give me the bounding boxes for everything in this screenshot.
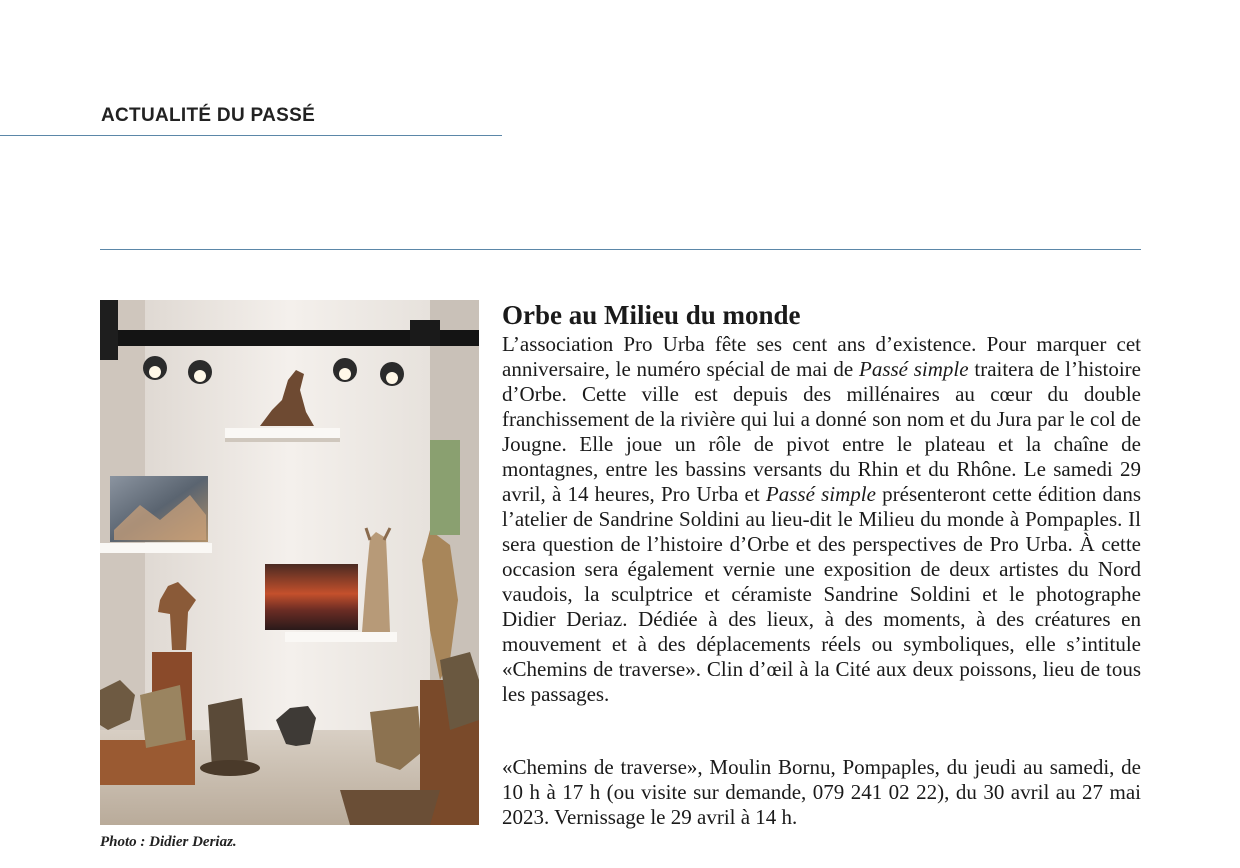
publication-title: Passé simple <box>859 357 969 381</box>
article-body <box>502 332 1141 707</box>
article-title: Orbe au Milieu du monde <box>502 300 801 330</box>
header-rule <box>0 135 502 136</box>
section-label: ACTUALITÉ DU PASSÉ <box>101 105 316 126</box>
body-text-part-2: traitera de l’histoire d’Orbe. Cette ville est depuis des millénaires au cœur du double franchissement de la rivière qui lui a donné son nom et du Jura par le col de Jougne. Elle joue un rôle de pivot entre le plateau et la chaîne de montagnes, entre les bassins versants du Rhin et du Rhône. Le samedi 29 avril, à 14 heures, Pro Urba et <box>502 357 1141 506</box>
body-text-part-3: présenteront cette édition dans l’atelier de Sandrine Soldini au lieu-dit le Milieu du monde à Pompaples. Il sera question de l’histoire d’Orbe et des perspectives de Pro Urba. À cette occasion sera également vernie une exposition de deux artistes du Nord vaudois, la sculptrice et céramiste Sandrine Soldini et le photographe Didier Deriaz. Dédiée à des lieux, à des moments, à des créatures en mouvement et à des déplacements réels ou symboliques, elle s’intitule «Chemins de traverse». Clin d’œil à la Cité aux deux poissons, lieu de tous les passages. <box>502 482 1141 706</box>
gallery-photo <box>100 300 479 825</box>
publication-title: Passé simple <box>765 482 876 506</box>
photo-credit: Photo : Didier Deriaz. <box>100 834 237 850</box>
section-divider <box>100 249 1141 250</box>
body-text-part-1: L’association Pro Urba fête ses cent ans d’existence. Pour marquer cet anniversaire, le numéro spécial de mai de <box>502 332 1141 381</box>
article <box>502 299 1141 707</box>
exhibition-info: «Chemins de traverse», Moulin Bornu, Pompaples, du jeudi au samedi, de 10 h à 17 h (ou visite sur demande, 079 241 02 22), du 30 avril au 27 mai 2023. Vernissage le 29 avril à 14 h. <box>502 755 1141 829</box>
